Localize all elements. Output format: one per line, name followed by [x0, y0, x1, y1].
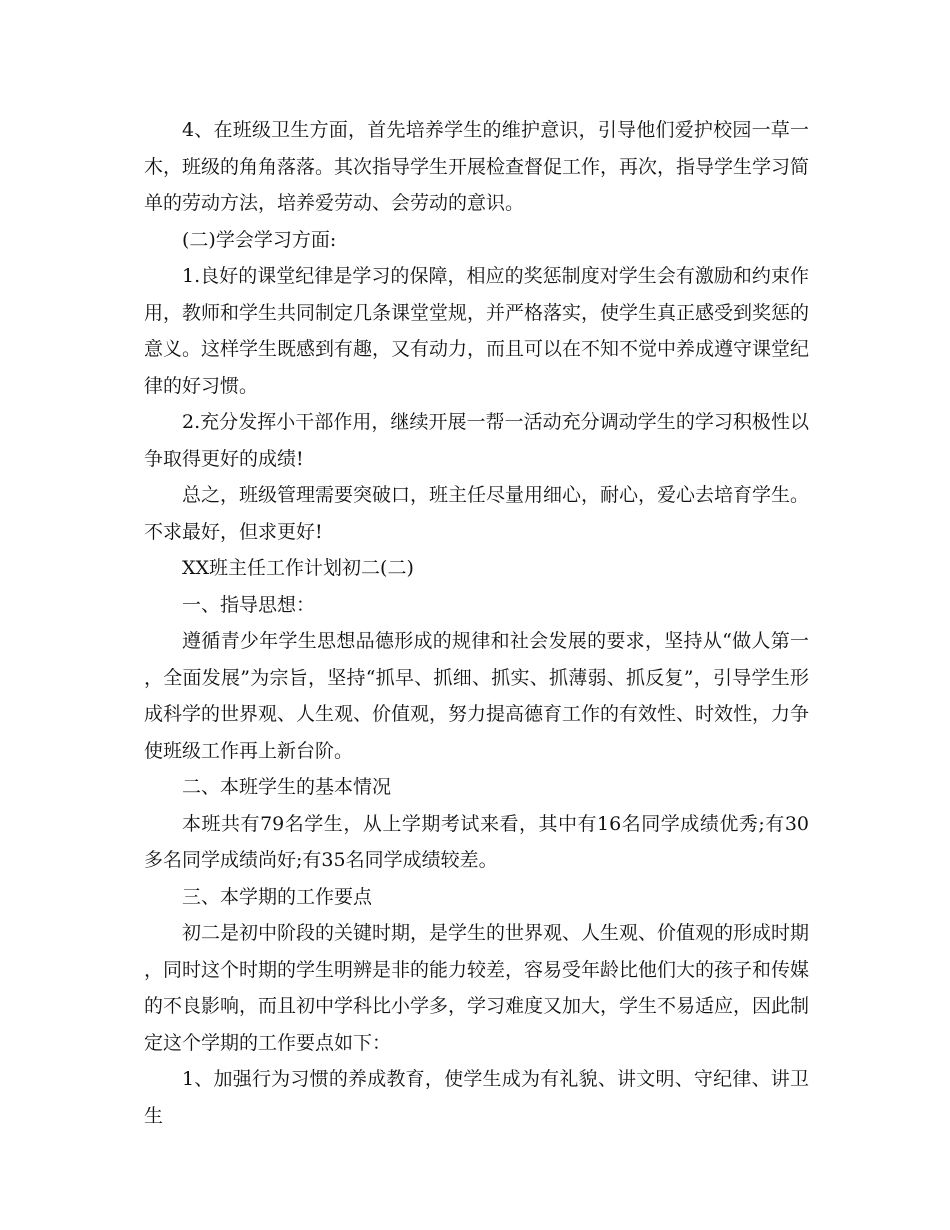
paragraph-class-situation: 本班共有79名学生，从上学期考试来看，其中有16名同学成绩优秀;有30多名同学成绩尚好;有35名同学成绩较差。 — [144, 812, 809, 871]
heading-learning: (二)学会学习方面: — [182, 228, 337, 251]
paragraph-work-points: 初二是初中阶段的关键时期，是学生的世界观、人生观、价值观的形成时期，同时这个时期的学生明辨是非的能力较差，容易受年龄比他们大的孩子和传媒的不良影响，而且初中学科比小学多，学习难度又加大，学生不易适应，因此制定这个学期的工作要点如下： — [144, 922, 810, 1054]
paragraph-classroom-discipline: 1.良好的课堂纪律是学习的保障，相应的奖惩制度对学生会有激励和约束作用，教师和学生共同制定几条课堂堂规，并严格落实，使学生真正感受到奖惩的意义。这样学生既感到有趣，又有动力，而且可以在不知不觉中养成遵守课堂纪律的好习惯。 — [144, 265, 810, 397]
document-page — [144, 112, 809, 1134]
paragraph-student-leaders: 2.充分发挥小干部作用，继续开展一帮一活动充分调动学生的学习积极性以争取得更好的成绩! — [144, 411, 809, 470]
section-title: XX班主任工作计划初二(二) — [182, 557, 414, 579]
paragraph-class-hygiene: 4、在班级卫生方面，首先培养学生的维护意识，引导他们爱护校园一草一木，班级的角角落落。其次指导学生开展检查督促工作，再次，指导学生学习简单的劳动方法，培养爱劳动、会劳动的意识。 — [144, 119, 810, 214]
paragraph-habit-education: 1、加强行为习惯的养成教育，使学生成为有礼貌、讲文明、守纪律、讲卫生 — [144, 1068, 809, 1127]
heading-class-situation: 二、本班学生的基本情况 — [182, 776, 392, 798]
heading-work-points: 三、本学期的工作要点 — [182, 885, 373, 908]
paragraph-guiding-ideology: 遵循青少年学生思想品德形成的规律和社会发展的要求，坚持从“做人第一，全面发展”为宗旨，坚持“抓早、抓细、抓实、抓薄弱、抓反复”，引导学生形成科学的世界观、人生观、价值观，努力提高德育工作的有效性、时效性，力争使班级工作再上新台阶。 — [144, 630, 810, 762]
heading-guiding-ideology: 一、指导思想： — [182, 593, 316, 616]
paragraph-summary: 总之，班级管理需要突破口，班主任尽量用细心，耐心，爱心去培育学生。不求最好，但求更好! — [144, 484, 810, 543]
